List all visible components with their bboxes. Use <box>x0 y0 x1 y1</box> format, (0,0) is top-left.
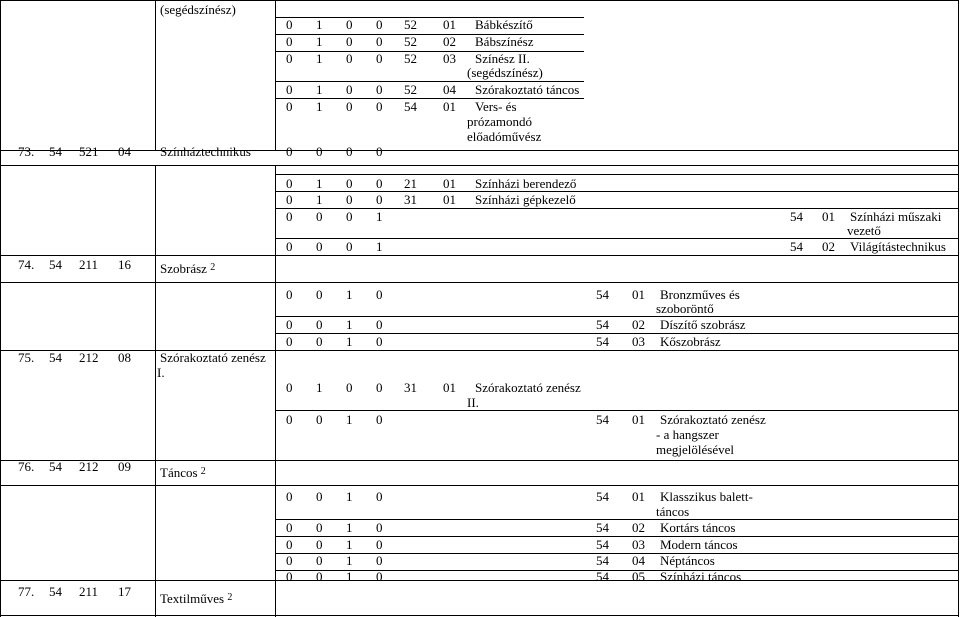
code-digit: 1 <box>316 17 323 32</box>
occupation-name: Kőszobrász <box>660 334 721 349</box>
code-part: 54 <box>49 257 62 272</box>
code-digit: 0 <box>376 317 383 332</box>
code-pair: 01 <box>822 209 835 224</box>
occupation-name-cont: - a hangszer <box>656 427 719 442</box>
code-digit: 0 <box>316 412 323 427</box>
code-part: 54 <box>49 350 62 365</box>
code-digit: 0 <box>286 209 293 224</box>
occupation-name: Modern táncos <box>660 537 738 552</box>
code-pair: 54 <box>596 317 609 332</box>
occupation-name: Bronzműves és <box>660 287 740 302</box>
occupation-name-cont: szoboröntő <box>656 301 714 316</box>
occupation-name: Díszítő szobrász <box>660 317 746 332</box>
code-pair: 54 <box>596 334 609 349</box>
code-part: 16 <box>118 257 131 272</box>
code-digit: 0 <box>346 380 353 395</box>
code-digit: 0 <box>346 82 353 97</box>
code-pair: 01 <box>443 192 456 207</box>
hline <box>0 150 959 151</box>
code-digit: 0 <box>286 520 293 535</box>
code-digit: 0 <box>286 569 293 584</box>
hline <box>0 255 959 256</box>
qualification-name <box>160 592 232 608</box>
qualification-label: Táncos <box>160 465 198 480</box>
code-digit: 0 <box>286 412 293 427</box>
code-pair: 52 <box>404 82 417 97</box>
occupation-name-cont: vezető <box>847 223 881 238</box>
occupation-name-cont: prózamondó <box>467 114 532 129</box>
row-number: 76. <box>18 459 35 474</box>
code-pair: 52 <box>404 34 417 49</box>
code-digit: 0 <box>286 317 293 332</box>
code-digit: 0 <box>316 553 323 568</box>
code-digit: 0 <box>376 144 383 159</box>
code-digit: 1 <box>346 334 353 349</box>
code-digit: 1 <box>346 489 353 504</box>
code-digit: 0 <box>316 334 323 349</box>
code-digit: 1 <box>316 51 323 66</box>
occupation-name-cont: táncos <box>656 504 690 519</box>
occupation-name-cont: előadóművész <box>467 129 542 144</box>
hline <box>275 410 959 411</box>
qualification-name: Szórakoztató zenész <box>160 350 266 365</box>
occupation-name-cont: (segédszínész) <box>467 65 543 80</box>
qualification-name <box>160 466 206 482</box>
hline <box>0 615 959 616</box>
code-digit: 0 <box>376 553 383 568</box>
code-digit: 0 <box>376 537 383 552</box>
qualification-label: Szobrász <box>160 261 207 276</box>
code-digit: 0 <box>286 489 293 504</box>
hline <box>0 485 959 486</box>
code-pair: 54 <box>596 287 609 302</box>
hline <box>0 282 959 283</box>
code-digit: 1 <box>346 412 353 427</box>
code-digit: 1 <box>316 176 323 191</box>
code-digit: 0 <box>376 34 383 49</box>
code-pair: 54 <box>404 99 417 114</box>
code-pair: 01 <box>443 99 456 114</box>
code-part: 211 <box>79 257 99 272</box>
code-part: 54 <box>49 144 62 159</box>
code-pair: 02 <box>443 34 456 49</box>
row-number: 74. <box>18 257 35 272</box>
subhead-73: (segédszínész) <box>160 2 236 17</box>
occupation-name: Színházi táncos <box>660 569 742 584</box>
code-digit: 0 <box>286 287 293 302</box>
col-divider-2 <box>275 0 276 150</box>
code-digit: 0 <box>286 17 293 32</box>
occupation-name: Kortárs táncos <box>660 520 736 535</box>
code-digit: 1 <box>316 99 323 114</box>
code-pair: 54 <box>790 209 803 224</box>
occupation-name: Színházi gépkezelő <box>475 192 576 207</box>
code-digit: 1 <box>376 209 383 224</box>
code-digit: 0 <box>346 192 353 207</box>
code-pair: 54 <box>596 569 609 584</box>
col-divider-1 <box>155 0 156 150</box>
code-digit: 0 <box>286 334 293 349</box>
occupation-name: Bábszínész <box>475 34 534 49</box>
hline <box>0 350 959 351</box>
col-divider-1b <box>155 165 156 617</box>
qualification-label: Textilműves <box>160 591 225 606</box>
code-pair: 54 <box>790 239 803 254</box>
code-digit: 0 <box>286 99 293 114</box>
code-digit: 0 <box>286 82 293 97</box>
border-right <box>958 0 959 617</box>
code-digit: 0 <box>286 239 293 254</box>
col-divider-2b <box>275 165 276 617</box>
code-digit: 0 <box>316 287 323 302</box>
code-digit: 0 <box>376 489 383 504</box>
occupation-name: Vers- és <box>475 99 517 114</box>
code-digit: 0 <box>286 176 293 191</box>
code-pair: 04 <box>443 82 456 97</box>
code-part: 54 <box>49 584 62 599</box>
code-digit: 0 <box>376 334 383 349</box>
code-digit: 0 <box>346 51 353 66</box>
code-digit: 0 <box>286 192 293 207</box>
occupation-name-cont: II. <box>467 395 479 410</box>
qualification-name: Színháztechnikus <box>160 144 251 159</box>
code-digit: 1 <box>316 34 323 49</box>
qualification-name-cont: I. <box>157 365 165 380</box>
code-digit: 0 <box>286 553 293 568</box>
code-pair: 01 <box>632 287 645 302</box>
code-digit: 1 <box>346 520 353 535</box>
code-pair: 01 <box>443 17 456 32</box>
code-part: 212 <box>79 350 99 365</box>
code-pair: 03 <box>632 537 645 552</box>
code-digit: 0 <box>376 380 383 395</box>
code-pair: 03 <box>443 51 456 66</box>
code-digit: 1 <box>346 287 353 302</box>
code-digit: 1 <box>376 239 383 254</box>
code-pair: 54 <box>596 489 609 504</box>
row-number: 73. <box>18 144 35 159</box>
occupation-name: Szórakoztató zenész <box>475 380 581 395</box>
code-part: 04 <box>118 144 131 159</box>
code-digit: 0 <box>346 34 353 49</box>
code-pair: 01 <box>443 176 456 191</box>
row-number: 75. <box>18 350 35 365</box>
qualification-name <box>160 262 215 278</box>
code-digit: 0 <box>316 520 323 535</box>
code-pair: 21 <box>404 176 417 191</box>
hline <box>0 165 959 166</box>
row-number: 77. <box>18 584 35 599</box>
code-digit: 0 <box>316 209 323 224</box>
code-pair: 02 <box>822 239 835 254</box>
code-pair: 03 <box>632 334 645 349</box>
code-digit: 0 <box>286 380 293 395</box>
footnote-mark: 2 <box>200 466 206 477</box>
code-pair: 04 <box>632 553 645 568</box>
code-pair: 05 <box>632 569 645 584</box>
code-digit: 0 <box>316 317 323 332</box>
code-part: 212 <box>79 459 99 474</box>
code-pair: 01 <box>632 489 645 504</box>
hline <box>0 0 959 1</box>
code-digit: 1 <box>346 537 353 552</box>
code-digit: 0 <box>376 51 383 66</box>
code-digit: 0 <box>376 412 383 427</box>
occupation-name: Színész II. <box>475 51 530 66</box>
code-digit: 0 <box>346 209 353 224</box>
code-pair: 54 <box>596 537 609 552</box>
code-digit: 0 <box>346 176 353 191</box>
code-digit: 0 <box>316 537 323 552</box>
code-digit: 0 <box>286 537 293 552</box>
code-digit: 0 <box>376 99 383 114</box>
code-digit: 0 <box>376 192 383 207</box>
code-pair: 31 <box>404 192 417 207</box>
code-digit: 0 <box>376 82 383 97</box>
hline <box>0 580 959 581</box>
code-part: 521 <box>79 144 99 159</box>
code-digit: 0 <box>346 144 353 159</box>
border-left <box>0 0 1 617</box>
occupation-name: Bábkészítő <box>475 17 533 32</box>
occupation-name: Szórakoztató táncos <box>475 82 580 97</box>
code-part: 211 <box>79 584 99 599</box>
code-digit: 0 <box>286 34 293 49</box>
code-digit: 1 <box>316 380 323 395</box>
code-digit: 0 <box>346 17 353 32</box>
occupation-name: Néptáncos <box>660 553 715 568</box>
occupation-name: Klasszikus balett- <box>660 489 753 504</box>
code-digit: 0 <box>376 176 383 191</box>
code-pair: 52 <box>404 17 417 32</box>
code-digit: 0 <box>346 99 353 114</box>
code-digit: 0 <box>316 569 323 584</box>
code-digit: 1 <box>316 82 323 97</box>
code-digit: 0 <box>316 144 323 159</box>
code-pair: 01 <box>443 380 456 395</box>
code-pair: 01 <box>632 412 645 427</box>
code-pair: 54 <box>596 520 609 535</box>
code-pair: 02 <box>632 317 645 332</box>
code-digit: 0 <box>376 287 383 302</box>
code-pair: 02 <box>632 520 645 535</box>
code-pair: 31 <box>404 380 417 395</box>
code-part: 08 <box>118 350 131 365</box>
code-digit: 0 <box>316 239 323 254</box>
code-digit: 1 <box>346 317 353 332</box>
code-digit: 1 <box>316 192 323 207</box>
footnote-mark: 2 <box>210 262 216 273</box>
hline <box>275 174 959 175</box>
code-digit: 0 <box>286 51 293 66</box>
code-pair: 52 <box>404 51 417 66</box>
code-pair: 54 <box>596 412 609 427</box>
occupation-name: Világítástechnikus <box>850 239 946 254</box>
code-part: 09 <box>118 459 131 474</box>
code-part: 54 <box>49 459 62 474</box>
code-digit: 1 <box>346 569 353 584</box>
hline <box>0 460 959 461</box>
occupation-name-cont: megjelölésével <box>656 442 734 457</box>
code-part: 17 <box>118 584 131 599</box>
occupation-name: Szórakoztató zenész <box>660 412 766 427</box>
occupation-name: Színházi műszaki <box>850 209 942 224</box>
code-digit: 0 <box>286 144 293 159</box>
code-digit: 0 <box>376 520 383 535</box>
occupation-name: Színházi berendező <box>475 176 577 191</box>
code-digit: 1 <box>346 553 353 568</box>
code-digit: 0 <box>376 569 383 584</box>
code-digit: 0 <box>316 489 323 504</box>
code-digit: 0 <box>376 17 383 32</box>
code-digit: 0 <box>346 239 353 254</box>
footnote-mark: 2 <box>227 592 233 603</box>
code-pair: 54 <box>596 553 609 568</box>
